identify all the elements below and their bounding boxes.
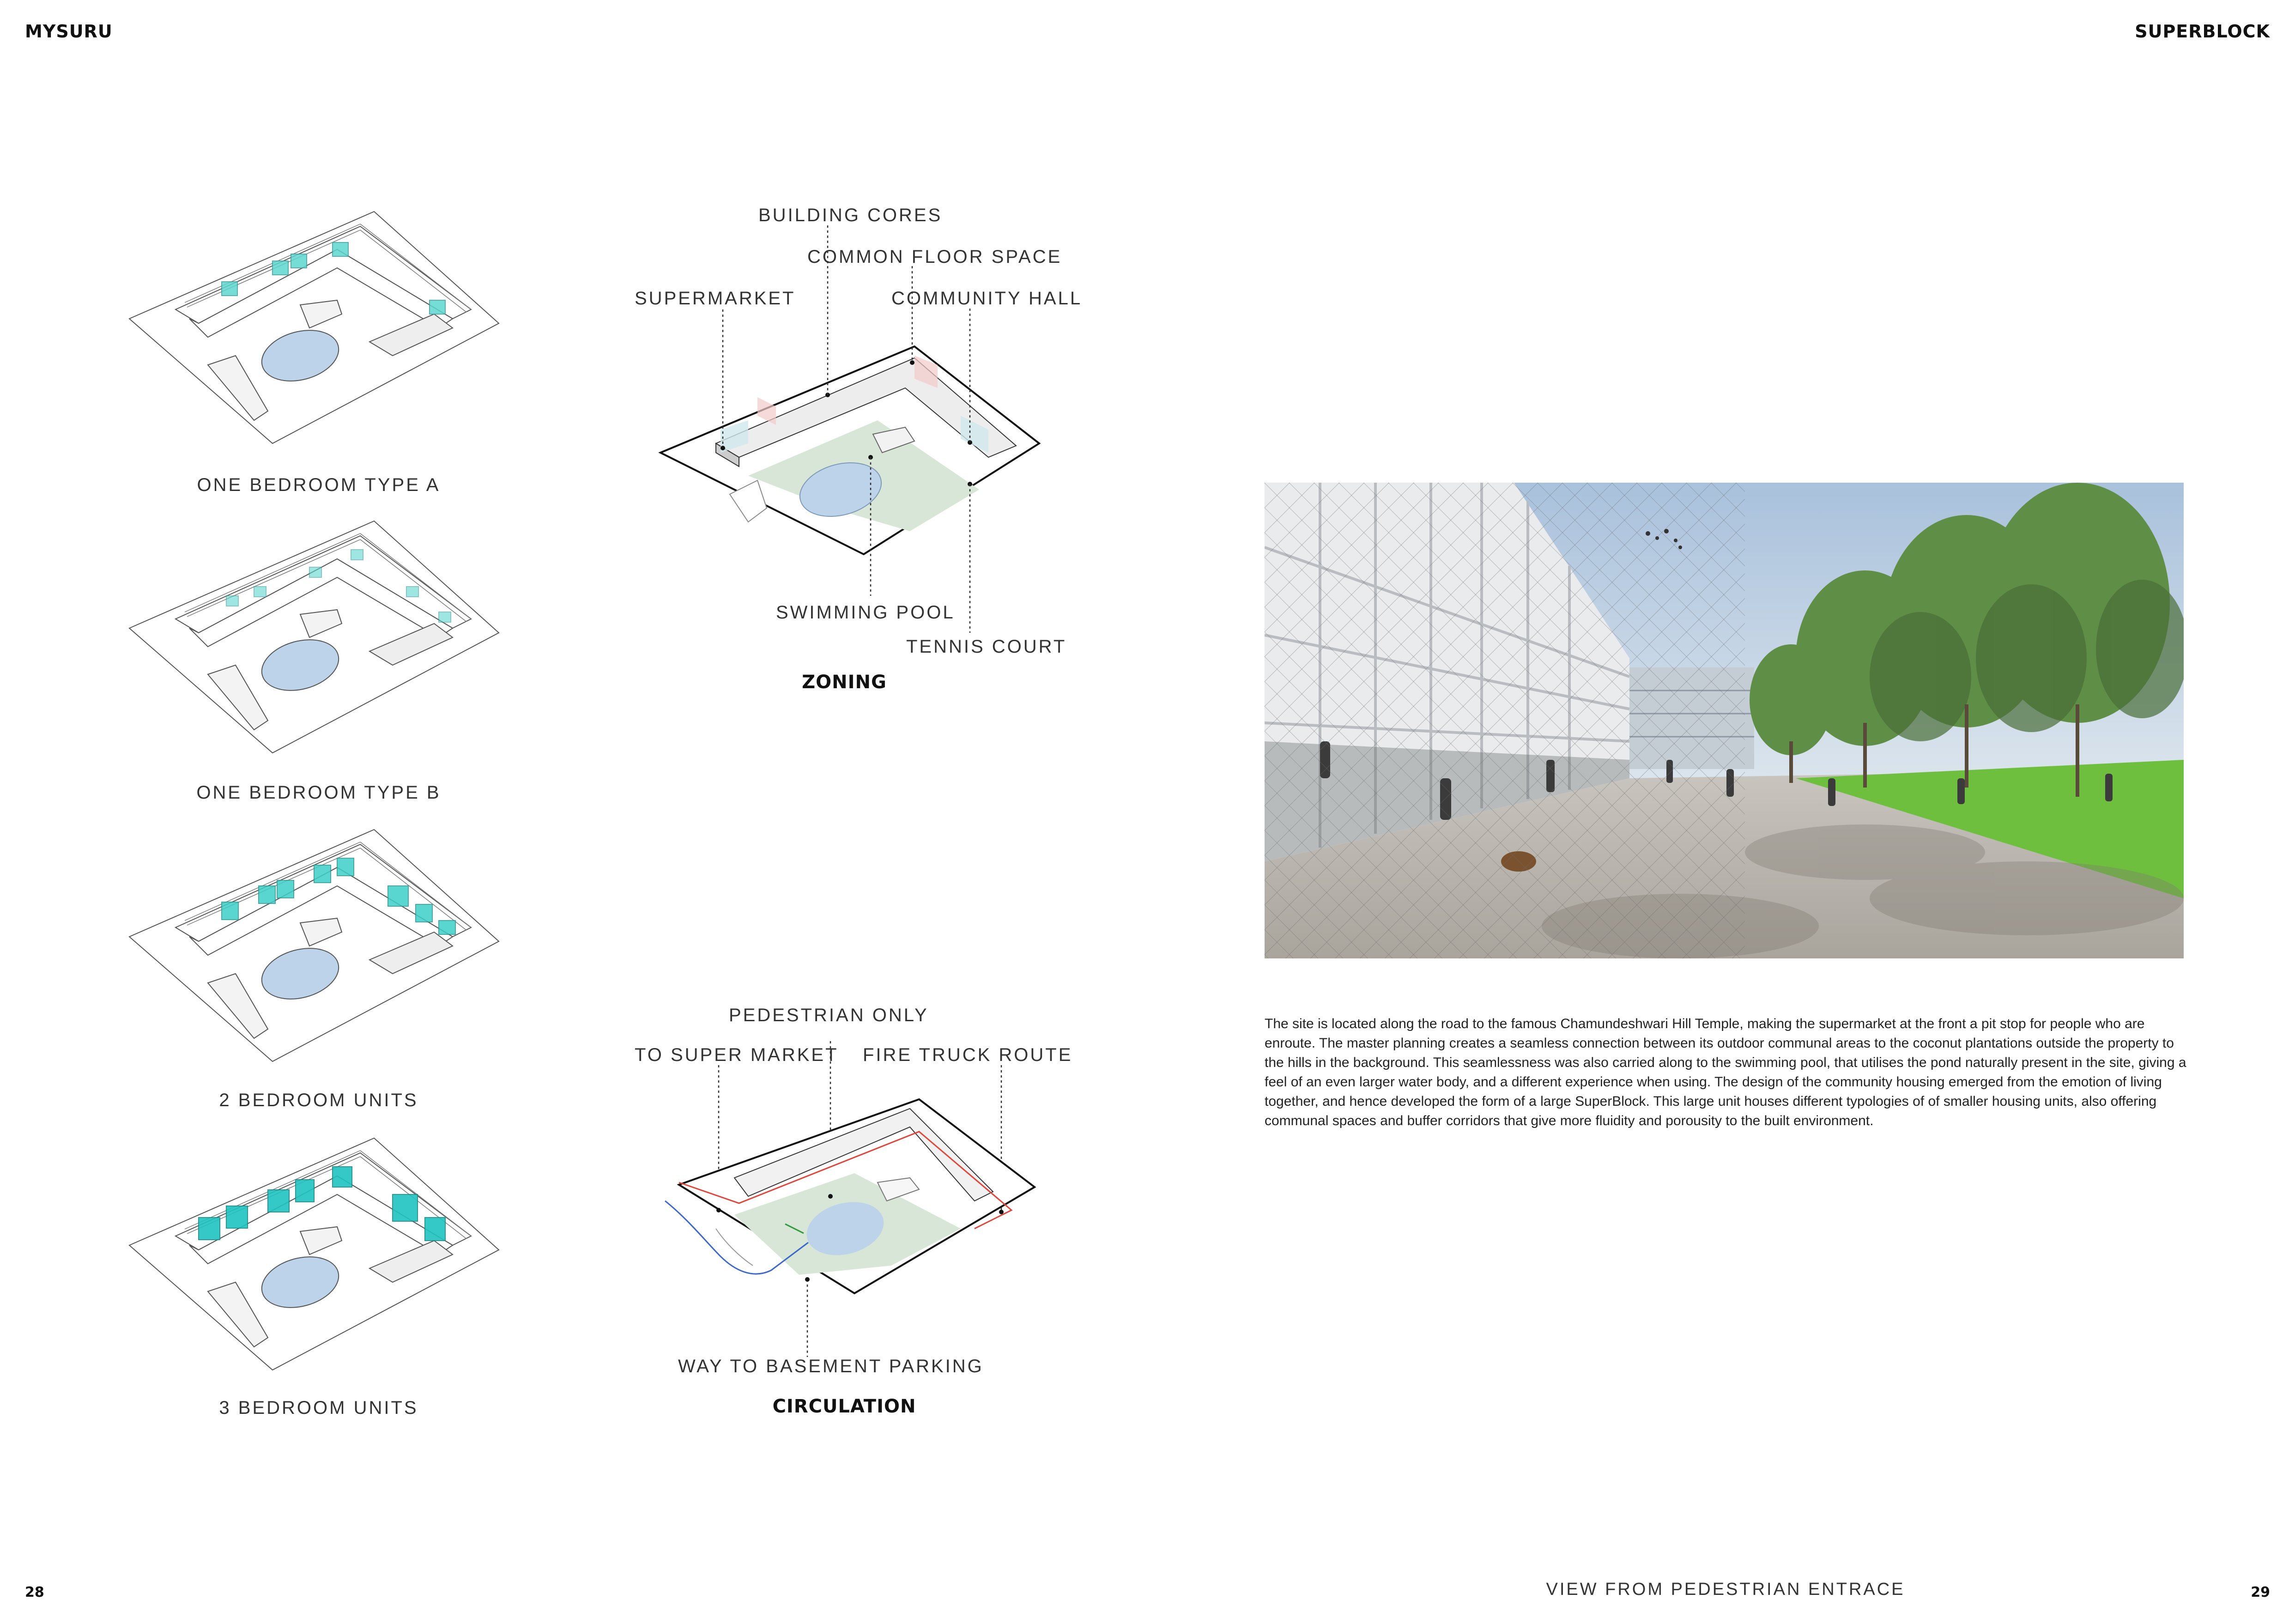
label-fire-truck-route: FIRE TRUCK ROUTE — [863, 1045, 1073, 1065]
page-number-right: 29 — [2251, 1584, 2270, 1600]
render-view-pedestrian-entrance — [1265, 483, 2184, 958]
label-common-floor-space: COMMON FLOOR SPACE — [807, 247, 1062, 267]
render-caption: VIEW FROM PEDESTRIAN ENTRACE — [1546, 1580, 1905, 1599]
circulation-diagram — [660, 1090, 1048, 1321]
label-community-hall: COMMUNITY HALL — [891, 288, 1083, 309]
label-way-to-basement: WAY TO BASEMENT PARKING — [678, 1356, 984, 1376]
label-tennis-court: TENNIS COURT — [906, 636, 1067, 657]
page-number-left: 28 — [25, 1584, 44, 1600]
label-building-cores: BUILDING CORES — [758, 205, 943, 225]
label-swimming-pool: SWIMMING POOL — [776, 602, 955, 623]
label-pedestrian-only: PEDESTRIAN ONLY — [729, 1005, 929, 1025]
label-to-super-market: TO SUPER MARKET — [635, 1045, 839, 1065]
description-paragraph: The site is located along the road to the famous Chamundeshwari Hill Temple, making the supermarket at the front a pit stop for people who are enroute. The master planning creates a seamless connection between its outdoor communal areas to the coconut plantations outside the property to the hills in the background. This seamlessness was also carried along to the swimming pool, that utilises the pond naturally present in the site, giving a feel of an even larger water body, and a different experience when using. The design of the community housing emerged from the emotion of living together, and hence developed the form of a large SuperBlock. This large unit houses different typologies of of smaller housing units, also offering communal spaces and buffer corridors that give more fluidity and porousity to the built environment. — [1265, 1016, 2186, 1128]
circulation-title: CIRCULATION — [772, 1396, 916, 1417]
unit-caption-type-b: ONE BEDROOM TYPE B — [196, 782, 441, 803]
unit-caption-2-bedroom: 2 BEDROOM UNITS — [219, 1090, 418, 1110]
header-right: SUPERBLOCK — [2135, 21, 2270, 42]
zoning-title: ZONING — [802, 672, 887, 693]
label-supermarket: SUPERMARKET — [635, 288, 796, 309]
unit-caption-3-bedroom: 3 BEDROOM UNITS — [219, 1398, 418, 1418]
header-left: MYSURU — [25, 21, 113, 42]
unit-caption-type-a: ONE BEDROOM TYPE A — [197, 475, 441, 495]
